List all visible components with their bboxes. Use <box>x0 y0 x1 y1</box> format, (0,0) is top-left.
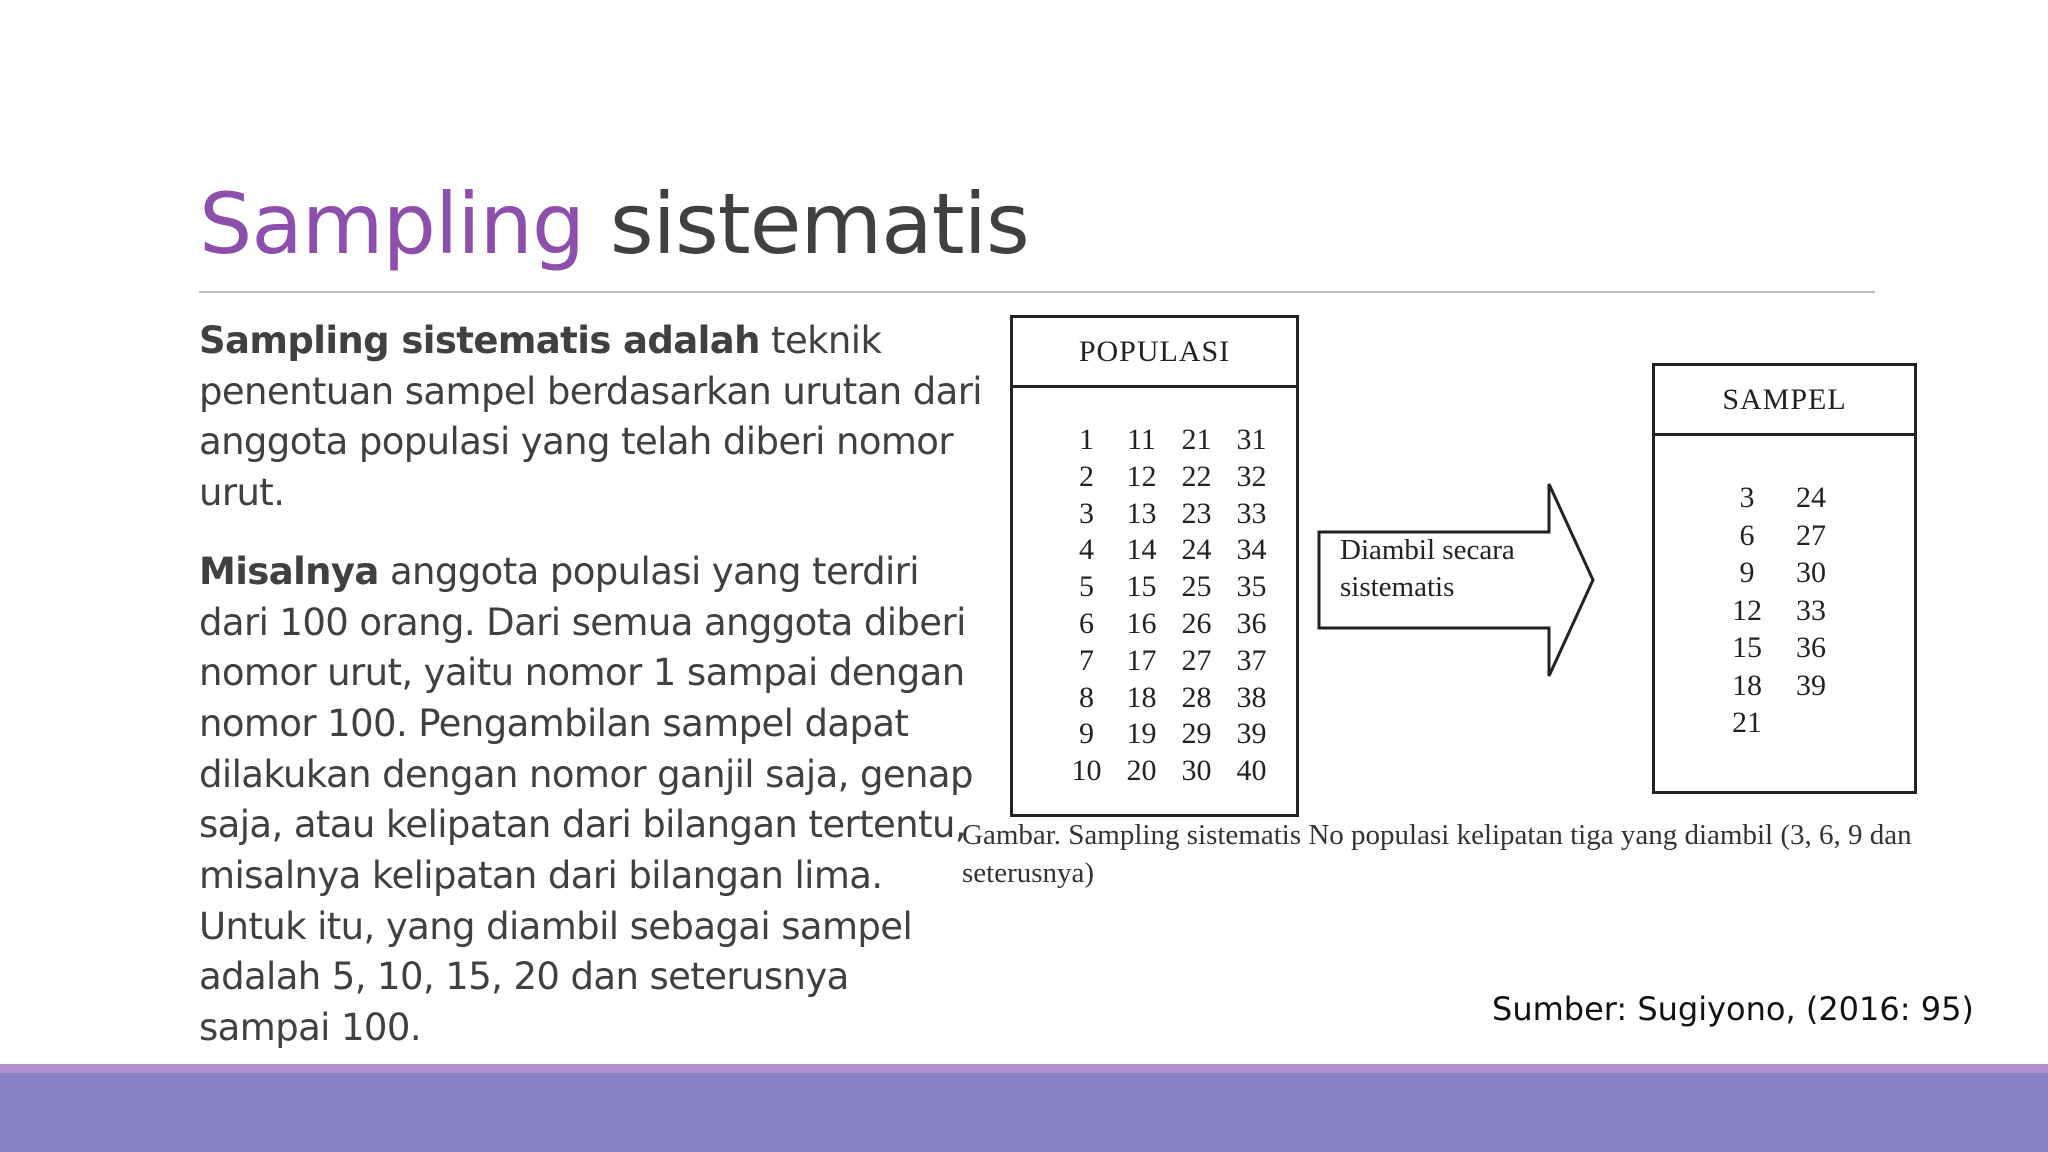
populasi-number: 12 <box>1126 459 1157 493</box>
sampel-row <box>1715 518 1865 556</box>
populasi-number: 27 <box>1181 643 1212 677</box>
populasi-number: 8 <box>1079 680 1094 714</box>
populasi-box <box>1010 315 1299 817</box>
populasi-number: 36 <box>1236 606 1267 640</box>
sampel-number: 24 <box>1796 481 1826 514</box>
populasi-number: 26 <box>1181 606 1212 640</box>
populasi-number: 28 <box>1181 680 1212 714</box>
sampel-row <box>1715 555 1865 593</box>
populasi-number: 39 <box>1236 717 1267 751</box>
footer-band <box>0 1073 2048 1152</box>
sampel-number: 21 <box>1732 706 1762 739</box>
populasi-number: 14 <box>1126 533 1157 567</box>
populasi-number: 20 <box>1126 754 1157 788</box>
sampel-number-grid <box>1715 480 1865 743</box>
sampel-number: 30 <box>1796 556 1826 589</box>
arrow-label <box>1340 532 1560 606</box>
populasi-number: 7 <box>1079 643 1094 677</box>
populasi-row <box>1059 643 1279 680</box>
populasi-number: 32 <box>1236 459 1267 493</box>
arrow-label-line2: sistematis <box>1340 571 1455 603</box>
sampel-number <box>1779 705 1843 743</box>
populasi-number: 33 <box>1236 496 1267 530</box>
paragraph-example-text: anggota populasi yang terdiri dari 100 orang. Dari semua anggota diberi nomor urut, yaitu nomor 1 sampai dengan nomor 100. Pengambilan sampel dapat dilakukan dengan nomor ganjil saja, genap saja, atau kelipatan dari bilangan tertentu, misalnya kelipatan dari bilangan lima. Untuk itu, yang diambil sebagai sampel adalah 5, 10, 15, 20 dan seterusnya sampai 100. <box>199 549 973 1050</box>
populasi-number: 35 <box>1236 570 1267 604</box>
sampel-row <box>1715 630 1865 668</box>
populasi-number: 40 <box>1236 754 1267 788</box>
sampel-row <box>1715 705 1865 743</box>
sampel-number: 15 <box>1732 631 1762 664</box>
sampel-number: 18 <box>1732 668 1762 702</box>
sampel-number: 6 <box>1739 518 1755 552</box>
sampel-number: 12 <box>1732 593 1762 627</box>
caption-line1: Gambar. Sampling sistematis No populasi kelipatan tiga yang diambil (3, 6, 9 dan <box>962 819 1912 851</box>
paragraph-example <box>199 547 989 1054</box>
sampel-number: 27 <box>1796 518 1826 552</box>
populasi-number: 17 <box>1126 643 1157 677</box>
slide-title <box>199 168 1029 280</box>
populasi-number: 38 <box>1236 680 1267 714</box>
sampel-number: 36 <box>1796 631 1826 664</box>
paragraph-definition <box>199 316 989 519</box>
populasi-number: 16 <box>1126 606 1157 640</box>
populasi-number: 23 <box>1181 496 1212 530</box>
populasi-number: 31 <box>1236 423 1267 456</box>
populasi-number: 29 <box>1181 717 1212 751</box>
populasi-row <box>1059 716 1279 753</box>
populasi-number: 15 <box>1126 570 1157 604</box>
populasi-number: 34 <box>1236 533 1267 567</box>
populasi-number: 4 <box>1079 533 1094 567</box>
populasi-row <box>1059 459 1279 496</box>
populasi-row <box>1059 532 1279 569</box>
populasi-header: POPULASI <box>1013 318 1296 388</box>
sampel-number: 3 <box>1739 481 1755 514</box>
populasi-row <box>1059 496 1279 533</box>
populasi-row <box>1059 606 1279 643</box>
source-citation: Sumber: Sugiyono, (2016: 95) <box>1492 990 1974 1028</box>
sampel-box <box>1652 363 1917 794</box>
title-rest: sistematis <box>609 175 1029 273</box>
populasi-number: 25 <box>1181 570 1212 604</box>
populasi-number: 22 <box>1181 459 1212 493</box>
populasi-number: 10 <box>1071 754 1102 788</box>
populasi-number: 30 <box>1181 754 1212 788</box>
footer-accent-line <box>0 1064 2048 1073</box>
populasi-number: 11 <box>1127 423 1156 456</box>
populasi-number: 9 <box>1079 717 1094 751</box>
populasi-number: 1 <box>1079 423 1094 456</box>
title-divider <box>199 291 1875 293</box>
populasi-number: 6 <box>1079 606 1094 640</box>
populasi-number: 24 <box>1181 533 1212 567</box>
sampel-row <box>1715 480 1865 518</box>
populasi-row <box>1059 753 1279 790</box>
figure-caption <box>962 816 2048 892</box>
populasi-number: 21 <box>1181 423 1212 456</box>
paragraph-example-bold: Misalnya <box>199 549 379 593</box>
sampel-row <box>1715 593 1865 631</box>
populasi-number-grid <box>1059 422 1279 790</box>
paragraph-definition-bold: Sampling sistematis adalah <box>199 319 760 362</box>
populasi-row <box>1059 422 1279 459</box>
sampel-row <box>1715 668 1865 706</box>
populasi-number: 37 <box>1236 643 1267 677</box>
caption-line2: seterusnya) <box>962 857 1095 889</box>
populasi-number: 2 <box>1079 459 1094 493</box>
populasi-row <box>1059 680 1279 717</box>
sampel-number: 39 <box>1796 668 1826 702</box>
title-accent: Sampling <box>199 175 585 273</box>
populasi-row <box>1059 569 1279 606</box>
paragraph-definition-text: teknik penentuan sampel berdasarkan urutan dari anggota populasi yang telah diberi nomor urut. <box>199 319 982 515</box>
sampel-header: SAMPEL <box>1655 366 1914 436</box>
populasi-number: 18 <box>1126 680 1157 714</box>
sampel-number: 9 <box>1739 556 1755 589</box>
populasi-number: 19 <box>1126 717 1157 751</box>
body-text <box>199 316 989 1054</box>
populasi-number: 5 <box>1079 570 1094 604</box>
arrow-label-line1: Diambil secara <box>1340 534 1515 566</box>
sampel-number: 33 <box>1796 593 1826 627</box>
populasi-number: 13 <box>1126 496 1157 530</box>
populasi-number: 3 <box>1079 496 1094 530</box>
